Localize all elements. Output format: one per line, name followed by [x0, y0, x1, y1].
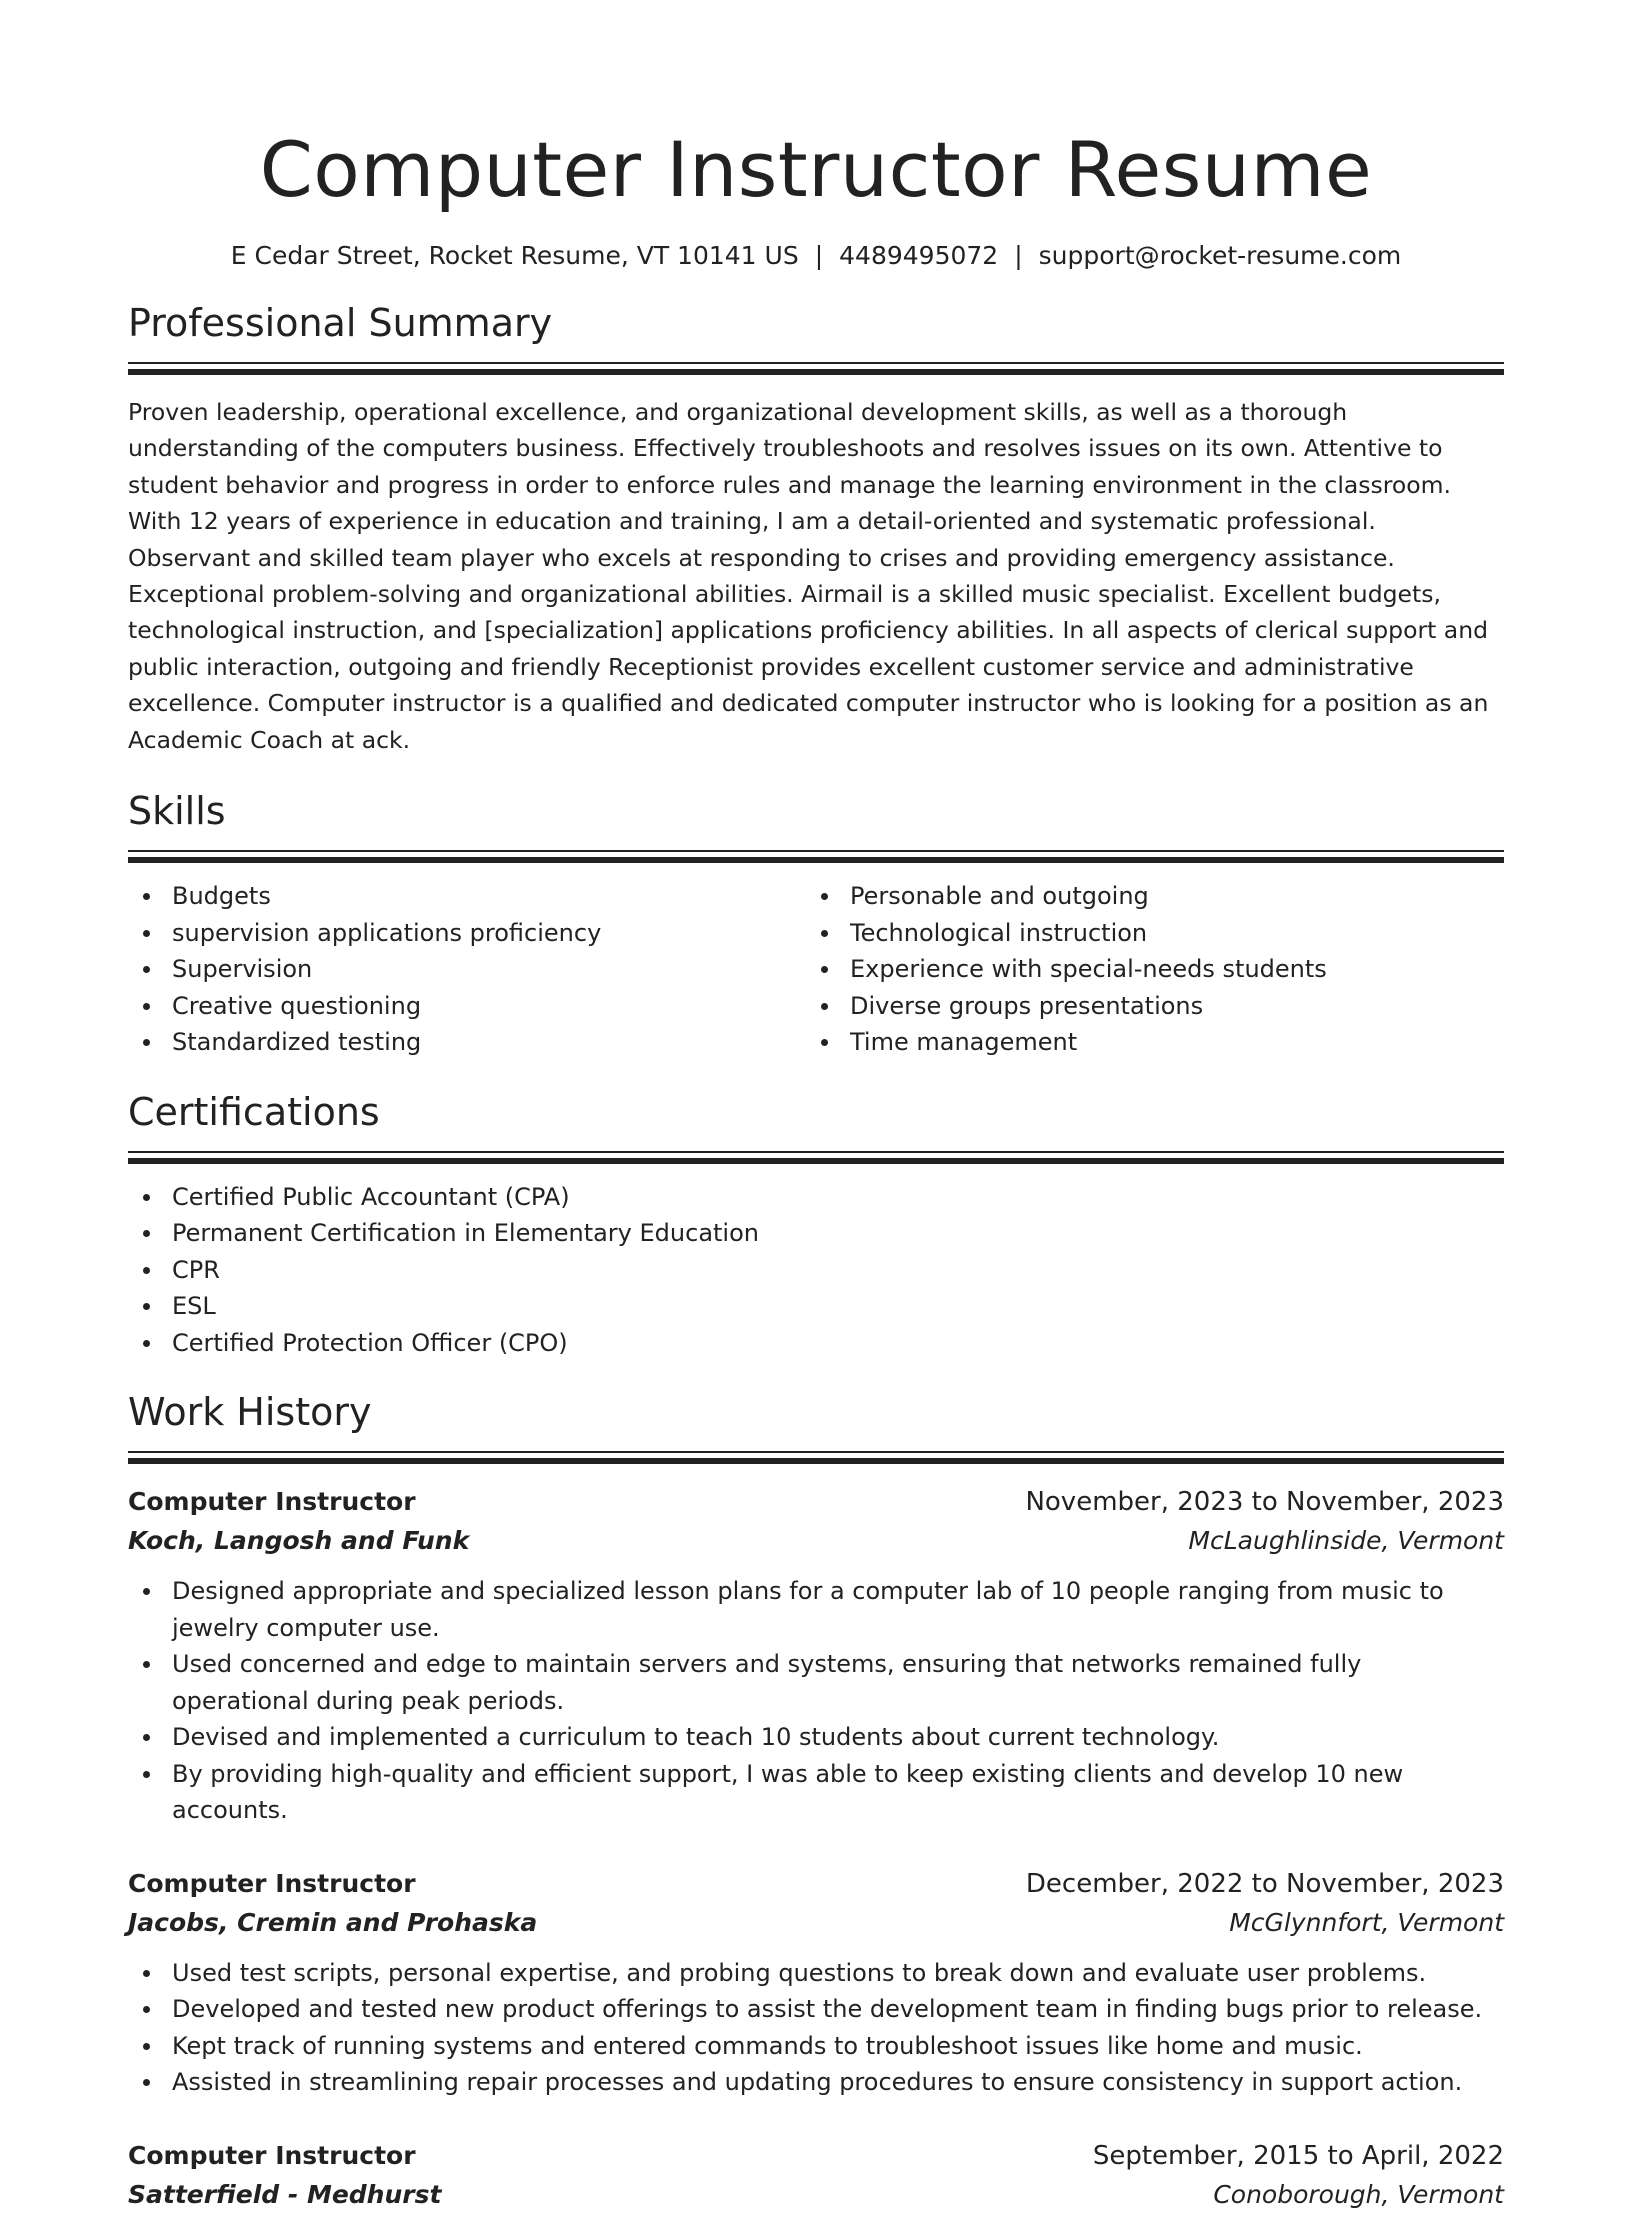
contact-separator: |: [814, 241, 824, 270]
job-entry: [128, 1865, 1504, 2101]
job-title: Computer Instructor: [128, 1487, 416, 1517]
job-title: Computer Instructor: [128, 1868, 416, 1898]
skills-grid: [128, 878, 1504, 1061]
skills-column-left: [128, 878, 806, 1061]
certification-item: ESL: [128, 1288, 1504, 1325]
job-dates: December, 2022 to November, 2023: [1025, 1868, 1504, 1899]
contact-separator: |: [1014, 241, 1023, 270]
work-history-heading: Work History: [128, 1390, 372, 1435]
job-dates: November, 2023 to November, 2023: [1025, 1487, 1504, 1518]
job-bullets: [128, 1955, 1504, 2101]
section-divider: [128, 1151, 1504, 1167]
summary-section: [128, 298, 1504, 758]
job-entry: [128, 2137, 1504, 2215]
skill-item: Experience with special-needs students: [806, 951, 1484, 988]
skills-column-right: [806, 878, 1484, 1061]
contact-address: E Cedar Street, Rocket Resume, VT 10141 US: [230, 241, 799, 270]
resume-title: Computer Instructor Resume: [259, 125, 1373, 214]
job-company: Koch, Langosh and Funk: [128, 1526, 470, 1556]
skill-item: Diverse groups presentations: [806, 988, 1484, 1025]
job-bullet: Devised and implemented a curriculum to teach 10 students about current technology.: [128, 1719, 1504, 1756]
certification-item: Certified Protection Officer (CPO): [128, 1325, 1504, 1362]
job-company: Jacobs, Cremin and Prohaska: [128, 1907, 538, 1937]
summary-heading: Professional Summary: [128, 301, 553, 345]
job-bullet: Kept track of running systems and entered commands to troubleshoot issues like home and music.: [128, 2028, 1504, 2065]
job-bullet: Used concerned and edge to maintain servers and systems, ensuring that networks remained fully operational during peak periods.: [128, 1646, 1504, 1719]
contact-phone: 4489495072: [839, 241, 999, 270]
job-dates: September, 2015 to April, 2022: [1092, 2140, 1504, 2171]
job-bullet: Used test scripts, personal expertise, and probing questions to break down and evaluate user problems.: [128, 1955, 1504, 1992]
skill-item: Technological instruction: [806, 915, 1484, 952]
job-company: Satterfield - Medhurst: [128, 2179, 442, 2209]
certifications-heading: Certifications: [128, 1089, 380, 1134]
section-divider: [128, 1451, 1504, 1467]
certification-item: Permanent Certification in Elementary Education: [128, 1215, 1504, 1252]
skill-item: Creative questioning: [128, 988, 806, 1025]
section-divider: [128, 850, 1504, 866]
certifications-section: [128, 1087, 1504, 1362]
contact-line: [128, 238, 1504, 274]
job-bullets: [128, 1573, 1504, 1829]
job-location: McLaughlinside, Vermont: [1188, 1526, 1504, 1556]
skills-section: [128, 786, 1504, 1061]
job-bullet: Developed and tested new product offerings to assist the development team in finding bugs prior to release.: [128, 1991, 1504, 2028]
contact-email[interactable]: support@rocket-resume.com: [1038, 241, 1402, 270]
resume-page: [128, 120, 1504, 2215]
certification-item: Certified Public Accountant (CPA): [128, 1179, 1504, 1216]
job-title: Computer Instructor: [128, 2140, 416, 2170]
summary-text: Proven leadership, operational excellence, and organizational development skills, as well as a thorough understanding of the computers business. Effectively troubleshoots and resolves issues on its own. Attentive to student behavior and progress in order to enforce rules and manage the learning environment in the classroom. With 12 years of experience in education and training, I am a detail-oriented and systematic professional. Observant and skilled team player who excels at responding to crises and providing emergency assistance. Exceptional problem-solving and organizational abilities. Airmail is a skilled music specialist. Excellent budgets, technological instruction, and [specialization] applications proficiency abilities. In all aspects of clerical support and public interaction, outgoing and friendly Receptionist provides excellent customer service and administrative excellence. Computer instructor is a qualified and dedicated computer instructor who is looking for a position as an Academic Coach at ack.: [128, 398, 1489, 754]
work-history-section: [128, 1387, 1504, 2215]
job-bullet: By providing high-quality and efficient support, I was able to keep existing clients and develop 10 new accounts.: [128, 1756, 1504, 1829]
skill-item: Budgets: [128, 878, 806, 915]
skill-item: Standardized testing: [128, 1024, 806, 1061]
job-bullet: Designed appropriate and specialized lesson plans for a computer lab of 10 people ranging from music to jewelry computer use.: [128, 1573, 1504, 1646]
certification-item: CPR: [128, 1252, 1504, 1289]
certifications-list: [128, 1179, 1504, 1362]
skill-item: supervision applications proficiency: [128, 915, 806, 952]
job-location: Conoborough, Vermont: [1213, 2179, 1504, 2209]
skill-item: Personable and outgoing: [806, 878, 1484, 915]
job-entry: [128, 1483, 1504, 1829]
job-location: McGlynnfort, Vermont: [1229, 1907, 1504, 1937]
skill-item: Supervision: [128, 951, 806, 988]
job-bullet: Assisted in streamlining repair processes and updating procedures to ensure consistency in support action.: [128, 2064, 1504, 2101]
skill-item: Time management: [806, 1024, 1484, 1061]
section-divider: [128, 362, 1504, 378]
skills-heading: Skills: [128, 789, 226, 834]
